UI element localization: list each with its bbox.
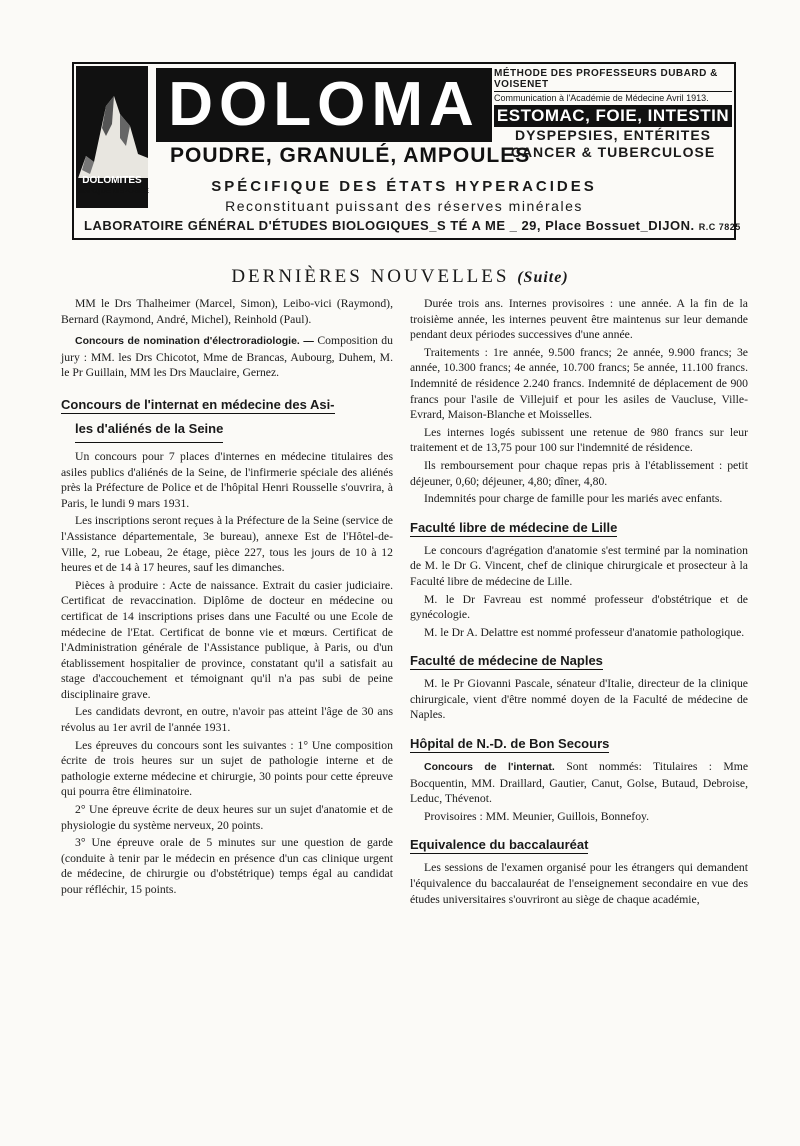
section-title-line: les d'aliénés de la Seine <box>75 417 223 443</box>
method-line: MÉTHODE DES PROFESSEURS DUBARD & VOISENET <box>494 68 732 92</box>
right-column <box>410 296 748 909</box>
section-title <box>410 519 748 537</box>
disease-line-2: CANCER & TUBERCULOSE <box>510 144 716 160</box>
paragraph: Les épreuves du concours sont les suivantes : 1° Une composition écrite de trois heures sur un sujet de pathologie interne et de pathologie externe médecine et chirurgie, 30 points pour cette épreuve qui pourra être éliminatoire. <box>61 738 393 799</box>
doloma-advertisement <box>72 62 741 240</box>
left-column <box>61 296 393 900</box>
paragraph: Traitements : 1re année, 9.500 francs; 2e année, 9.900 francs; 3e année, 10.300 francs; 4e année, 10.700 francs; 5e année, 11.100 francs. Indemnité de résidence 2.240 francs. Indemnité de déplacement de 900 francs pour l'asile de Villejuif et pour les asiles de Vaucluse, Ville-Evrard, Maison-Blanche et Moisselles. <box>410 345 748 422</box>
paragraph: Pièces à produire : Acte de naissance. Extrait du casier judiciaire. Certificat de revaccination. Diplôme de docteur en médecine ou certificat de 14 inscriptions prises dans une Faculté ou une Ecole de médecine de l'Etat. Certificat de bonne vie et mœurs. Certificat de l'Administration générale de l'Assistance publique, à Paris, ou d'un établissement hospitalier de province, constatant qu'il a satisfait au stage d'accouchement et témoignant qu'il n'a pas subi de peine disciplinaire grave. <box>61 578 393 701</box>
section-title-text: Hôpital de N.-D. de Bon Secours <box>410 736 610 752</box>
paragraph: Ils remboursement pour chaque repas pris à l'établissement : petit déjeuner, 0,60; déjeuner, 4,80; dîner, 4,80. <box>410 458 748 488</box>
paragraph: M. le Pr Giovanni Pascale, sénateur d'Italie, directeur de la clinique chirurgicale, vient d'être nommé doyen de la Faculté de médecine de Naples. <box>410 677 748 722</box>
communication-line: Communication à l'Académie de Médecine Avril 1913. <box>494 93 709 103</box>
paragraph: 2° Une épreuve écrite de deux heures sur un sujet d'anatomie et de physiologie du système nerveux, 20 points. <box>61 803 393 832</box>
logo-label: DOLOMITES <box>82 175 142 186</box>
paragraph: Les candidats devront, en outre, n'avoir pas atteint l'âge de 30 ans révolus au 1er avril de l'année 1931. <box>61 705 393 735</box>
paragraph <box>61 333 393 381</box>
section-title-text: Faculté libre de médecine de Lille <box>410 519 618 535</box>
ad-indications <box>494 68 732 161</box>
section-title <box>410 652 748 670</box>
paragraph: MM le Drs Thalheimer (Marcel, Simon), Leibo-vici (Raymond), Bernard (Raymond, André, Michel), Reinhold (Paul). <box>61 297 393 326</box>
paragraph-text: Sont nommés: Titulaires : Mme Bocquentin, MM. Draillard, Gautier, Canut, Golse, Butaud, Debroise, Leduc, Thévenot. <box>410 760 749 806</box>
reconstituant-line: Reconstituant puissant des réserves minérales <box>225 198 583 214</box>
registry-number: R.C 7825 <box>698 222 741 232</box>
paragraph <box>410 759 748 807</box>
section-title <box>410 836 748 854</box>
disease-line-1: DYSPEPSIES, ENTÉRITES <box>514 127 712 143</box>
paragraph: Les inscriptions seront reçues à la Préfecture de la Seine (service de l'Assistance départementale, 3e bureau), annexe Est de l'Hôtel-de-Ville, 2, rue Lobeau, 2e étage, pièce 227, tous les jours de 10 à 12 heures et de 14 à 17 heures, sauf les dimanches. <box>61 514 393 575</box>
section-title-text: Equivalence du baccalauréat <box>410 837 589 853</box>
section-title-line: Concours de l'internat en médecine des Asi- <box>61 396 335 412</box>
laboratory-address <box>84 218 741 233</box>
paragraph: Le concours d'agrégation d'anatomie s'est terminé par la nomination de M. le Dr G. Vincent, chef de clinique chirurgicale et prosecteur à la Faculté libre de médecine de Lille. <box>410 543 748 588</box>
run-in-heading: Concours de l'internat. <box>424 761 555 774</box>
specific-line: SPÉCIFIQUE DES ÉTATS HYPERACIDES <box>211 178 597 195</box>
paragraph: Durée trois ans. Internes provisoires : une année. A la fin de la troisième année, les internes peuvent être maintenus sur leur demande pendant deux périodes successives d'une année. <box>410 297 748 342</box>
title-suite: (Suite) <box>517 269 569 286</box>
title-text: DERNIÈRES NOUVELLES <box>231 266 510 287</box>
product-forms: POUDRE, GRANULÉ, AMPOULES <box>170 144 531 167</box>
paragraph: M. le Dr A. Delattre est nommé professeur d'anatomie pathologique. <box>424 625 745 639</box>
page-title <box>0 266 800 288</box>
paragraph: Les internes logés subissent une retenue de 980 francs sur leur traitement et de 13,75 pour 100 sur l'indemnité de résidence. <box>410 425 748 455</box>
paragraph: Un concours pour 7 places d'internes en médecine titulaires des asiles publics d'aliénés de la Seine, de l'infirmerie spéciale des aliénés près la Préfecture de Police et de l'hôpital Henri Rousselle s'ouvrira, à Paris, le lundi 9 mars 1931. <box>61 449 393 510</box>
paragraph: 3° Une épreuve orale de 5 minutes sur une question de garde (conduite à tenir par le médecin en présence d'un cas clinique urgent de médecine, de chirurgie ou d'obstétrique) temps égal au candidat pour réfléchir, 15 points. <box>61 836 393 896</box>
section-title <box>410 735 748 753</box>
paragraph-text: Composition du jury : MM. les Drs Chicotot, Mme de Brancas, Aubourg, Duhem, M. le Pr Guillain, MM les Drs Mauclaire, Gernez. <box>61 334 393 380</box>
trademark-note: MARQUE DÉPOSÉE <box>78 188 150 195</box>
paragraph: M. le Dr Favreau est nommé professeur d'obstétrique et de gynécologie. <box>410 592 748 622</box>
organs-banner: ESTOMAC, FOIE, INTESTIN <box>494 105 732 127</box>
paragraph: Provisoires : MM. Meunier, Guillois, Bonnefoy. <box>424 809 650 823</box>
paragraph: Les sessions de l'examen organisé pour les étrangers qui demandent l'équivalence du baccalauréat de l'enseignement secondaire en vue des études universitaires s'ouvriront au siège de chaque académie, <box>410 861 748 906</box>
brand-name: DOLOMA <box>156 68 492 142</box>
run-in-heading: Concours de nomination d'électroradiologie. — <box>75 335 314 348</box>
section-title <box>61 393 393 443</box>
section-title-text: Faculté de médecine de Naples <box>410 653 603 669</box>
paragraph: Indemnités pour charge de famille pour les mariés avec enfants. <box>424 492 723 506</box>
laboratory-text: LABORATOIRE GÉNÉRAL D'ÉTUDES BIOLOGIQUES_S TÉ A ME _ 29, Place Bossuet_DIJON. <box>84 218 695 233</box>
